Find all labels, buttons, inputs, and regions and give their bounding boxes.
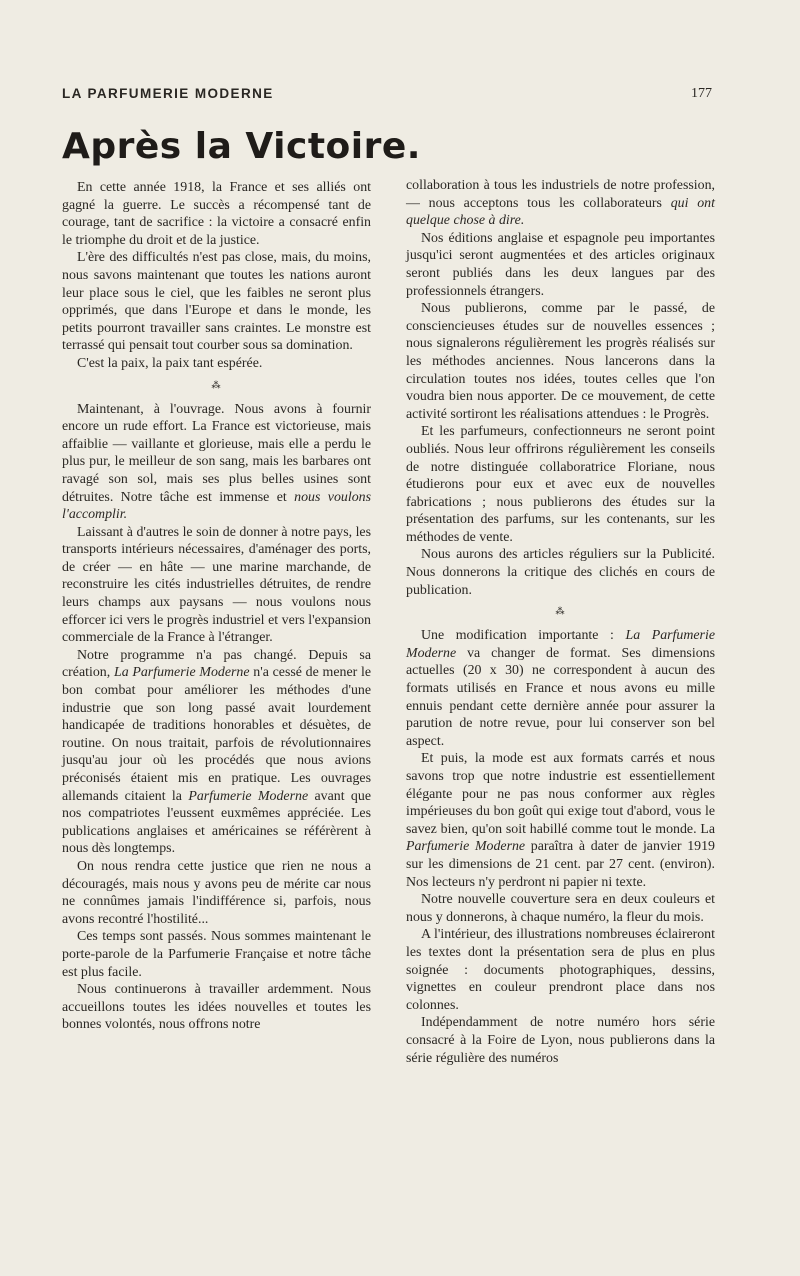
paragraph-text: avant que nos compatriotes l'eussent euxmêmes appréciée. Les publications anglaises et américaines se référèrent à nous dès longtemps. bbox=[62, 788, 371, 857]
paragraph: Et les parfumeurs, confectionneurs ne seront point oubliés. Nous leur offrirons régulièrement les conseils de notre distinguée collaboratrice Floriane, nous étudierons pour eux et avec eux de nouvelles fabrications ; nous publierons des études sur la présentation des parfums, sur les contenants, sur les méthodes de vente. bbox=[406, 424, 715, 545]
paragraph bbox=[406, 627, 715, 750]
emphasis-text: qui ont quelque chose à dire. bbox=[406, 195, 715, 229]
page-number: 177 bbox=[691, 86, 712, 101]
paragraph: Nous publierons, comme par le passé, de consciencieuses études sur de nouvelles essences ; nous signalerons régulièrement les progrès réalisés sur les méthodes anciennes. Nous lancerons dans la circulation toutes nos idées, toutes celles que l'on voudra bien nous apporter. De ce mouvement, de cette activité sortiront les réalisations attendues : le Progrès. bbox=[406, 301, 715, 422]
section-separator-asterism: ⁂ bbox=[555, 606, 566, 617]
paragraph-text: paraîtra à dater de janvier 1919 sur les dimensions de 21 cent. par 27 cent. (environ). Nos lecteurs n'y perdront ni papier ni texte. bbox=[406, 839, 715, 890]
paragraph: Nous continuerons à travailler ardemment. Nous accueillons toutes les idées nouvelles et toutes les bonnes volontés, nous offrons notre bbox=[62, 982, 371, 1033]
publication-name: LA PARFUMERIE MODERNE bbox=[62, 86, 274, 101]
paragraph: A l'intérieur, des illustrations nombreuses éclaireront les textes dont la présentation sera de plus en plus soignée : documents photographiques, dessins, vignettes en couleur prendront place dans nos colonnes. bbox=[406, 927, 715, 1013]
section-separator-asterism: ⁂ bbox=[211, 379, 222, 390]
paragraph: Ces temps sont passés. Nous sommes maintenant le porte-parole de la Parfumerie Française et notre tâche est plus facile. bbox=[62, 929, 371, 980]
paragraph-text: n'a cessé de mener le bon combat pour améliorer les méthodes d'une industrie que son long passé avait lourdement handicapée de traditions honorables et désuètes, de routine. On nous traitait, parfois de révolutionnaires jusqu'au jour où les procédés que nous avions préconisés étaient mis en pratique. Les ouvrages allemands citaient la bbox=[62, 665, 371, 804]
paragraph bbox=[62, 401, 371, 524]
paragraph-text: collaboration à tous les industriels de notre profession, — nous acceptons tous les collaborateurs bbox=[406, 178, 715, 211]
paragraph bbox=[406, 750, 715, 891]
publication-reference: Parfumerie Moderne bbox=[406, 839, 526, 855]
paragraph: Laissant à d'autres le soin de donner à notre pays, les transports intérieurs nécessaires, d'aménager des ports, de créer — en hâte — une marine marchande, de reconstruire les cités industrielles détruites, de rendre leurs champs aux paysans — nous voulons nous efforcer ici vers le progrès industriel et vers l'expansion commerciale de la France à l'étranger. bbox=[62, 524, 371, 646]
paragraph bbox=[62, 647, 371, 858]
paragraph: Notre nouvelle couverture sera en deux couleurs et nous y donnerons, à chaque numéro, la fleur du mois. bbox=[406, 892, 715, 925]
paragraph: Nous aurons des articles réguliers sur la Publicité. Nous donnerons la critique des clichés en cours de publication. bbox=[406, 547, 715, 598]
emphasis-text: nous voulons l'accomplir. bbox=[62, 489, 371, 523]
paragraph-text: Une modification importante : bbox=[421, 628, 614, 644]
paragraph-text: Notre programme n'a pas changé. Depuis sa création, bbox=[62, 647, 371, 681]
paragraph-text: va changer de format. Ses dimensions actuelles (20 x 30) ne correspondent à aucun des formats utilisés en France et nous avons eu mille ennuis pendant cette dernière année pour assurer la parution de notre revue, pour lui conserver son bel aspect. bbox=[406, 645, 715, 749]
publication-reference: La Parfumerie Moderne bbox=[113, 665, 250, 681]
paragraph: Indépendamment de notre numéro hors série consacré à la Foire de Lyon, nous publierons dans la série régulière des numéros bbox=[406, 1015, 715, 1066]
running-header bbox=[62, 86, 712, 106]
paragraph-text: Et puis, la mode est aux formats carrés et nous savons trop que notre industrie est essentiellement élégante pour ne pas nous conformer aux règles impérieuses du bon goût qui exige tout d'abord, vous le savez bien, qu'on soit habillé comme tout le monde. La bbox=[406, 751, 715, 837]
paragraph: L'ère des difficultés n'est pas close, mais, du moins, nous savons maintenant que toutes les nations auront leur place sous le ciel, que les faibles ne seront plus opprimés, que dans l'Europe et dans le monde, les petits pourront travailler sans craintes. Le monstre est terrassé qui pensait tout courber sous sa domination. bbox=[62, 250, 371, 354]
paragraph-text: Maintenant, à l'ouvrage. Nous avons à fournir encore un rude effort. La France est victorieuse, mais affaiblie — vaillante et glorieuse, mais elle a perdu le plus pur, le meilleur de son sang, mais les barbares ont ravagé son sol, mais ses plus belles usines sont détruites. Notre tâche est immense et bbox=[62, 401, 371, 505]
paragraph: En cette année 1918, la France et ses alliés ont gagné la guerre. Le succès a récompensé tant de courage, tant de sacrifice : la victoire a consacré enfin le triomphe du droit et de la justice. bbox=[62, 180, 371, 248]
article-title: Après la Victoire. bbox=[62, 126, 421, 167]
paragraph: On nous rendra cette justice que rien ne nous a découragés, mais nous y avons peu de mérite car nous ne connûmes jamais l'indifférence si, parfois, nous avons recontré l'hostilité... bbox=[62, 858, 371, 927]
publication-reference: La Parfumerie Moderne bbox=[406, 628, 715, 661]
left-column bbox=[62, 179, 371, 1034]
paragraph bbox=[406, 177, 715, 230]
right-column bbox=[406, 177, 715, 1067]
publication-reference: Parfumerie Moderne bbox=[188, 788, 309, 804]
paragraph: C'est la paix, la paix tant espérée. bbox=[77, 355, 263, 371]
paragraph: Nos éditions anglaise et espagnole peu importantes jusqu'ici seront augmentées et des articles originaux seront publiés dans les deux langues par des professionnels étrangers. bbox=[406, 230, 715, 299]
